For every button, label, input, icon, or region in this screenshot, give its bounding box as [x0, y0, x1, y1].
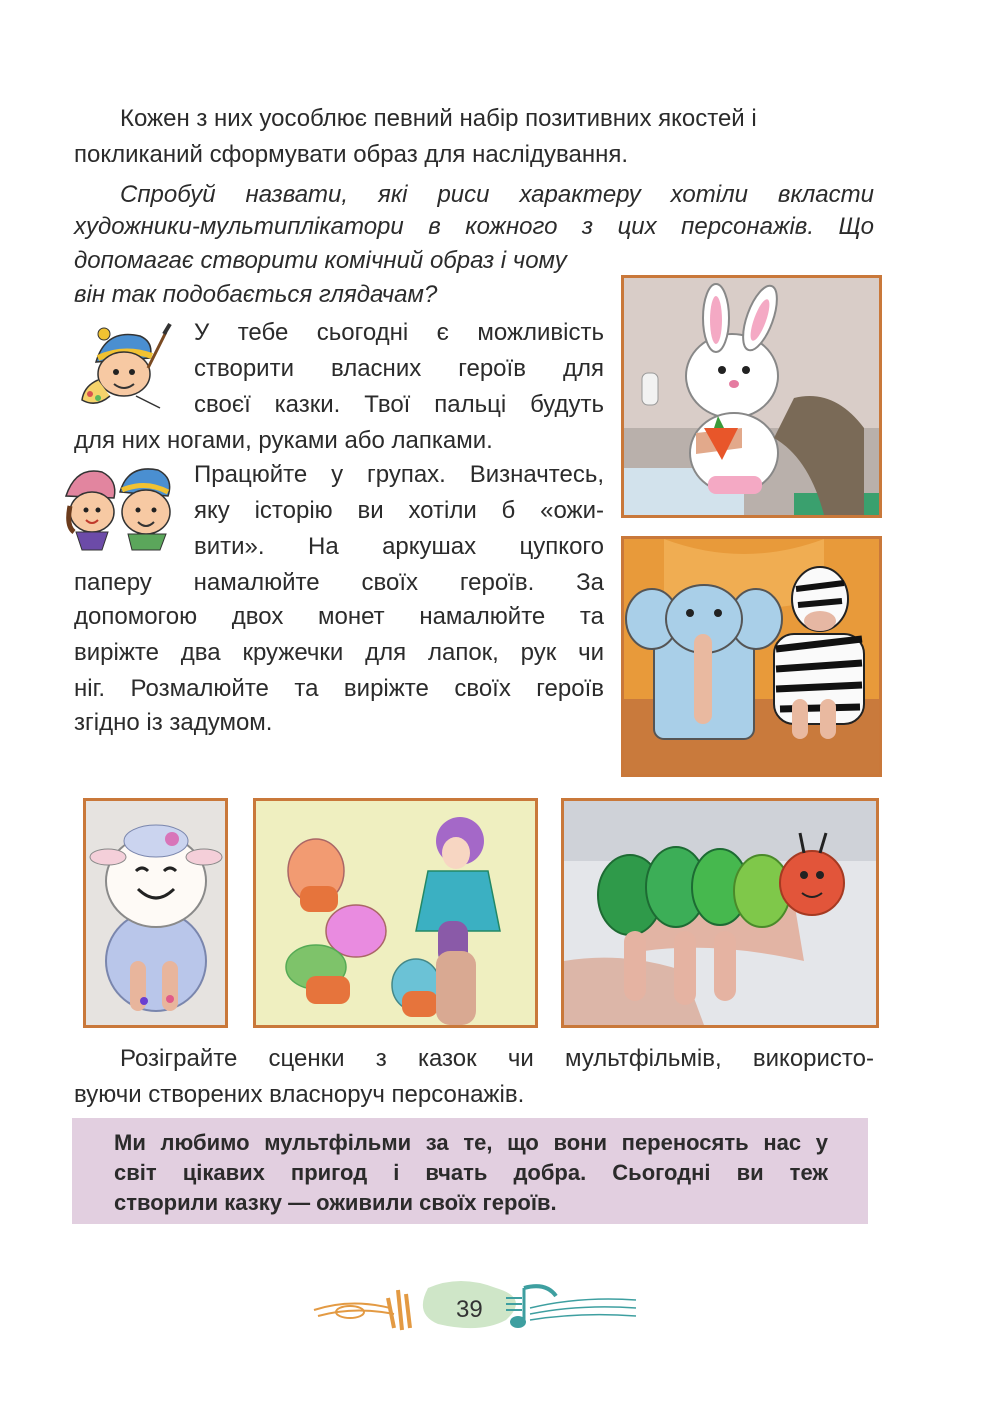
task2-line-1: Працюйте у групах. Визначтесь, [194, 461, 604, 488]
task1-line-3: своєї казки. Твої пальці будуть [194, 391, 604, 418]
caterpillar-finger-puppet-photo [561, 798, 879, 1028]
task2-line-4: паперу намалюйте своїх героїв. За [74, 569, 604, 596]
elephant-zebra-puppets-photo [621, 536, 882, 777]
task2-line-8: згідно із задумом. [74, 709, 273, 736]
fairy-finger-puppets-photo [253, 798, 538, 1028]
task1-line-2: створити власних героїв для [194, 355, 604, 382]
question-line-3: допомагає створити комічний образ і чому [74, 247, 567, 274]
painter-child-icon [76, 322, 180, 410]
paragraph-1-line-2: покликаний сформувати образ для наслідування. [74, 141, 629, 168]
summary-line-1: Ми любимо мультфільми за те, що вони переносять нас у [114, 1130, 828, 1155]
final-paragraph-line-1: Розіграйте сценки з казок чи мультфільмів, використо- [120, 1045, 874, 1072]
summary-line-3: створили казку — оживили своїх героїв. [114, 1190, 557, 1215]
task1-line-1: У тебе сьогодні є можливість [194, 319, 604, 346]
task1-line-4: для них ногами, руками або лапками. [74, 427, 493, 454]
sheep-finger-puppet-photo [83, 798, 228, 1028]
task2-line-2: яку історію ви хотіли б «ожи- [194, 497, 604, 524]
question-line-1: Спробуй назвати, які риси характеру хотіли вкласти [120, 181, 874, 208]
summary-line-2: світ цікавих пригод і вчать добра. Сьогодні ви теж [114, 1160, 828, 1185]
summary-callout [72, 1118, 868, 1224]
bunny-finger-puppet-photo [621, 275, 882, 518]
paragraph-1-line-1: Кожен з них уособлює певний набір позитивних якостей і [120, 105, 757, 132]
final-paragraph-line-2: вуючи створених власноруч персонажів. [74, 1081, 525, 1108]
page-number: 39 [456, 1296, 483, 1323]
question-line-4: він так подобається глядачам? [74, 281, 438, 308]
question-line-2: художники-мультиплікатори в кожного з цих персонажів. Що [74, 213, 874, 240]
two-children-icon [62, 462, 178, 552]
task2-line-6: виріжте два кружечки для лапок, рук чи [74, 639, 604, 666]
task2-line-3: вити». На аркушах цупкого [194, 533, 604, 560]
task2-line-5: допомогою двох монет намалюйте та [74, 603, 604, 630]
task2-line-7: ніг. Розмалюйте та виріжте своїх героїв [74, 675, 604, 702]
